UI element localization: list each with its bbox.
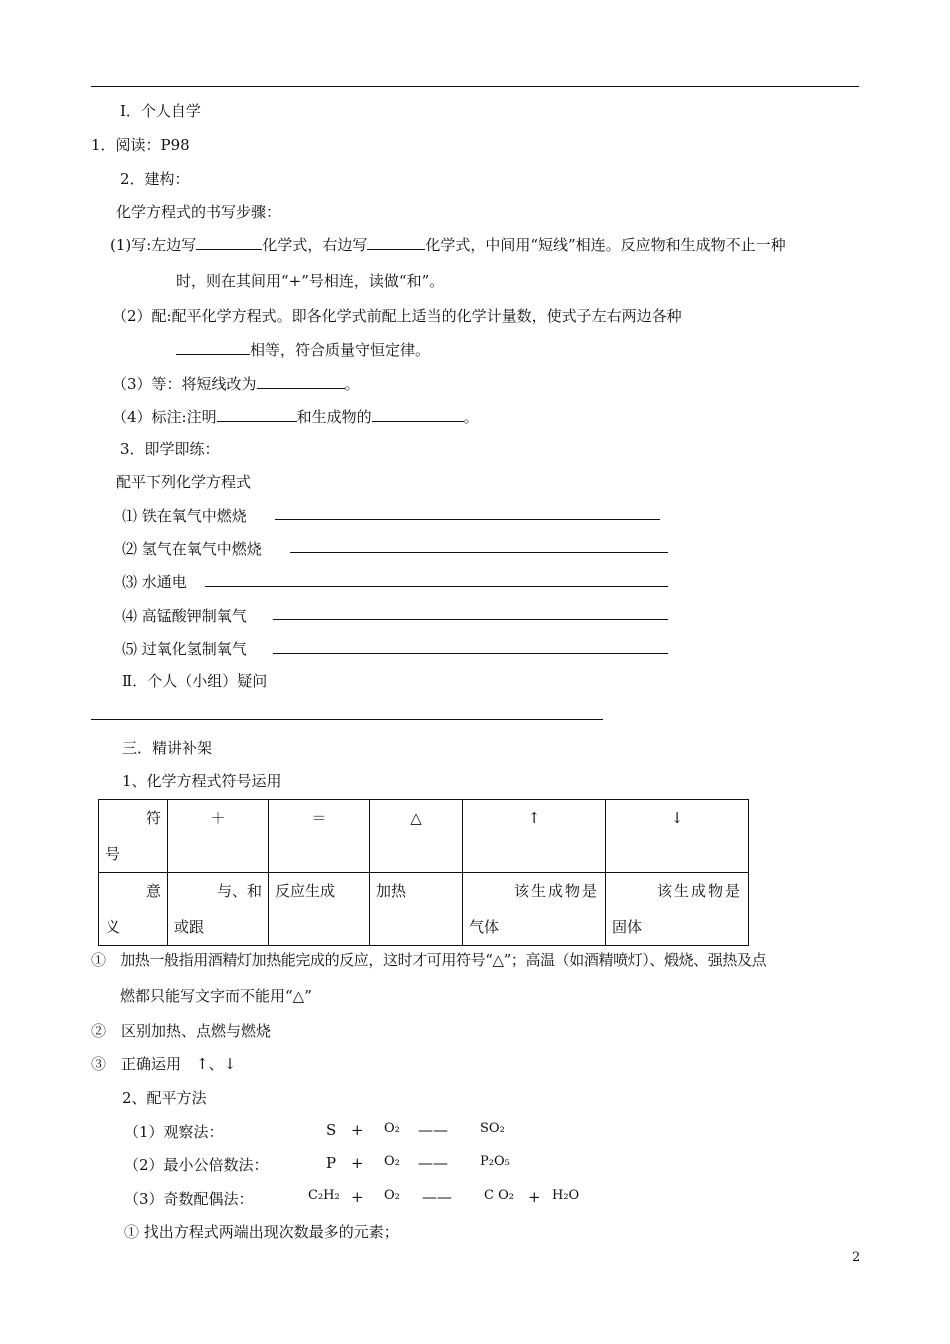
sub2-title: 2、配平方法 [122, 1089, 207, 1107]
step4-blank-condition[interactable] [217, 407, 297, 422]
exercise-3-answer-line[interactable] [205, 586, 668, 587]
step4-text-b: 和生成物的 [296, 408, 372, 426]
exercise-2-answer-line[interactable] [290, 552, 668, 553]
symbol-table [98, 799, 749, 946]
plus-sign: + [351, 1188, 364, 1206]
balance-title: 配平下列化学方程式 [116, 473, 252, 491]
note-2: ② 区别加热、点燃与燃烧 [91, 1022, 272, 1040]
precipitate-arrow-symbol: ↓ [606, 800, 749, 873]
note-1-continued: 燃都只能写文字而不能用“△” [120, 987, 312, 1005]
table-row [99, 873, 749, 946]
construct-item: 2．建构： [120, 170, 190, 188]
page-number: 2 [852, 1250, 861, 1265]
step2-blank[interactable] [176, 340, 250, 355]
plus-sign: + [351, 1154, 364, 1172]
reactant-2: O₂ [384, 1154, 400, 1169]
table-row [99, 800, 749, 873]
step1-text-a: (1)写:左边写 [110, 236, 197, 254]
method-name: （2）最小公倍数法： [124, 1156, 269, 1174]
exercise-2: ⑵ 氢气在氧气中燃烧 [122, 540, 262, 558]
equals-symbol: ＝ [269, 800, 370, 873]
sub1-title: 1、化学方程式符号运用 [122, 772, 282, 790]
step-find: ① 找出方程式两端出现次数最多的元素； [124, 1223, 399, 1241]
reactant-1: S [326, 1121, 337, 1139]
meaning-heat: 加热 [370, 873, 463, 946]
step3-line [112, 373, 360, 394]
step1-text-c: 化学式，中间用“短线”相连。反应物和生成物不止一种 [425, 236, 786, 254]
reactant-2: O₂ [384, 1121, 400, 1136]
exercise-5: ⑸ 过氧化氢制氧气 [122, 640, 247, 658]
exercise-1: ⑴ 铁在氧气中燃烧 [122, 507, 247, 525]
heat-symbol: △ [370, 800, 463, 873]
note-3: ③ 正确运用 ↑、↓ [91, 1055, 237, 1073]
section3-title: 三．精讲补架 [122, 739, 213, 757]
product-2: H₂O [552, 1188, 580, 1203]
step4-text-c: 。 [463, 408, 479, 426]
read-item: 1．阅读：P98 [91, 136, 190, 154]
reactant-1: C₂H₂ [308, 1188, 340, 1203]
reaction-dash: —— [418, 1154, 448, 1172]
gas-arrow-symbol: ↑ [463, 800, 606, 873]
header-rule [91, 86, 859, 87]
step2-continued [176, 339, 430, 360]
step4-text-a: （4）标注:注明 [112, 408, 217, 426]
reactant-1: P [326, 1154, 337, 1172]
step1-blank-right[interactable] [367, 235, 425, 250]
meaning-gas: 该生成物是 气体 [463, 873, 606, 946]
method-name: （1）观察法： [124, 1123, 224, 1141]
product-1: C O₂ [484, 1188, 514, 1203]
product-1: P₂O₅ [480, 1154, 510, 1169]
exercise-3: ⑶ 水通电 [122, 573, 187, 591]
practice-title: 3．即学即练： [120, 440, 220, 458]
steps-title: 化学方程式的书写步骤： [116, 203, 282, 221]
step1-text-b: 化学式，右边写 [262, 236, 368, 254]
meaning-precipitate: 该生成物是 固体 [606, 873, 749, 946]
step3-blank[interactable] [257, 374, 345, 389]
meaning-plus: 与、和 或跟 [168, 873, 269, 946]
step4-line [112, 406, 479, 427]
product-1: SO₂ [480, 1121, 505, 1136]
meaning-equals: 反应生成 [269, 873, 370, 946]
table-header-meaning: 意 义 [99, 873, 168, 946]
step1-continued: 时，则在其间用“+”号相连，读做“和”。 [176, 272, 445, 290]
table-header-symbol: 符 号 [99, 800, 168, 873]
exercise-1-answer-line[interactable] [275, 519, 660, 520]
exercise-4: ⑷ 高锰酸钾制氧气 [122, 607, 247, 625]
reaction-dash: —— [422, 1188, 452, 1206]
reaction-dash: —— [418, 1121, 448, 1139]
step1-line [110, 234, 786, 255]
plus-symbol: ＋ [168, 800, 269, 873]
exercise-4-answer-line[interactable] [273, 619, 668, 620]
step3-text-b: 。 [344, 375, 360, 393]
method-name: （3）奇数配偶法： [124, 1190, 254, 1208]
plus-sign: + [528, 1188, 541, 1206]
question-answer-line[interactable] [91, 719, 603, 720]
step2-line: （2）配:配平化学方程式。即各化学式前配上适当的化学计量数，使式子左右两边各种 [112, 307, 682, 325]
exercise-5-answer-line[interactable] [273, 653, 668, 654]
step4-blank-state[interactable] [372, 407, 464, 422]
step1-blank-left[interactable] [196, 235, 262, 250]
section1-title: Ⅰ．个人自学 [120, 102, 201, 120]
reactant-2: O₂ [384, 1188, 400, 1203]
plus-sign: + [351, 1121, 364, 1139]
section2-title: Ⅱ．个人（小组）疑问 [122, 672, 268, 690]
step3-text-a: （3）等：将短线改为 [112, 375, 257, 393]
note-1: ① 加热一般指用酒精灯加热能完成的反应，这时才可用符号“△”；高温（如酒精喷灯）、煅烧、强热及点 [91, 951, 767, 969]
step2-text-b: 相等，符合质量守恒定律。 [250, 341, 431, 359]
